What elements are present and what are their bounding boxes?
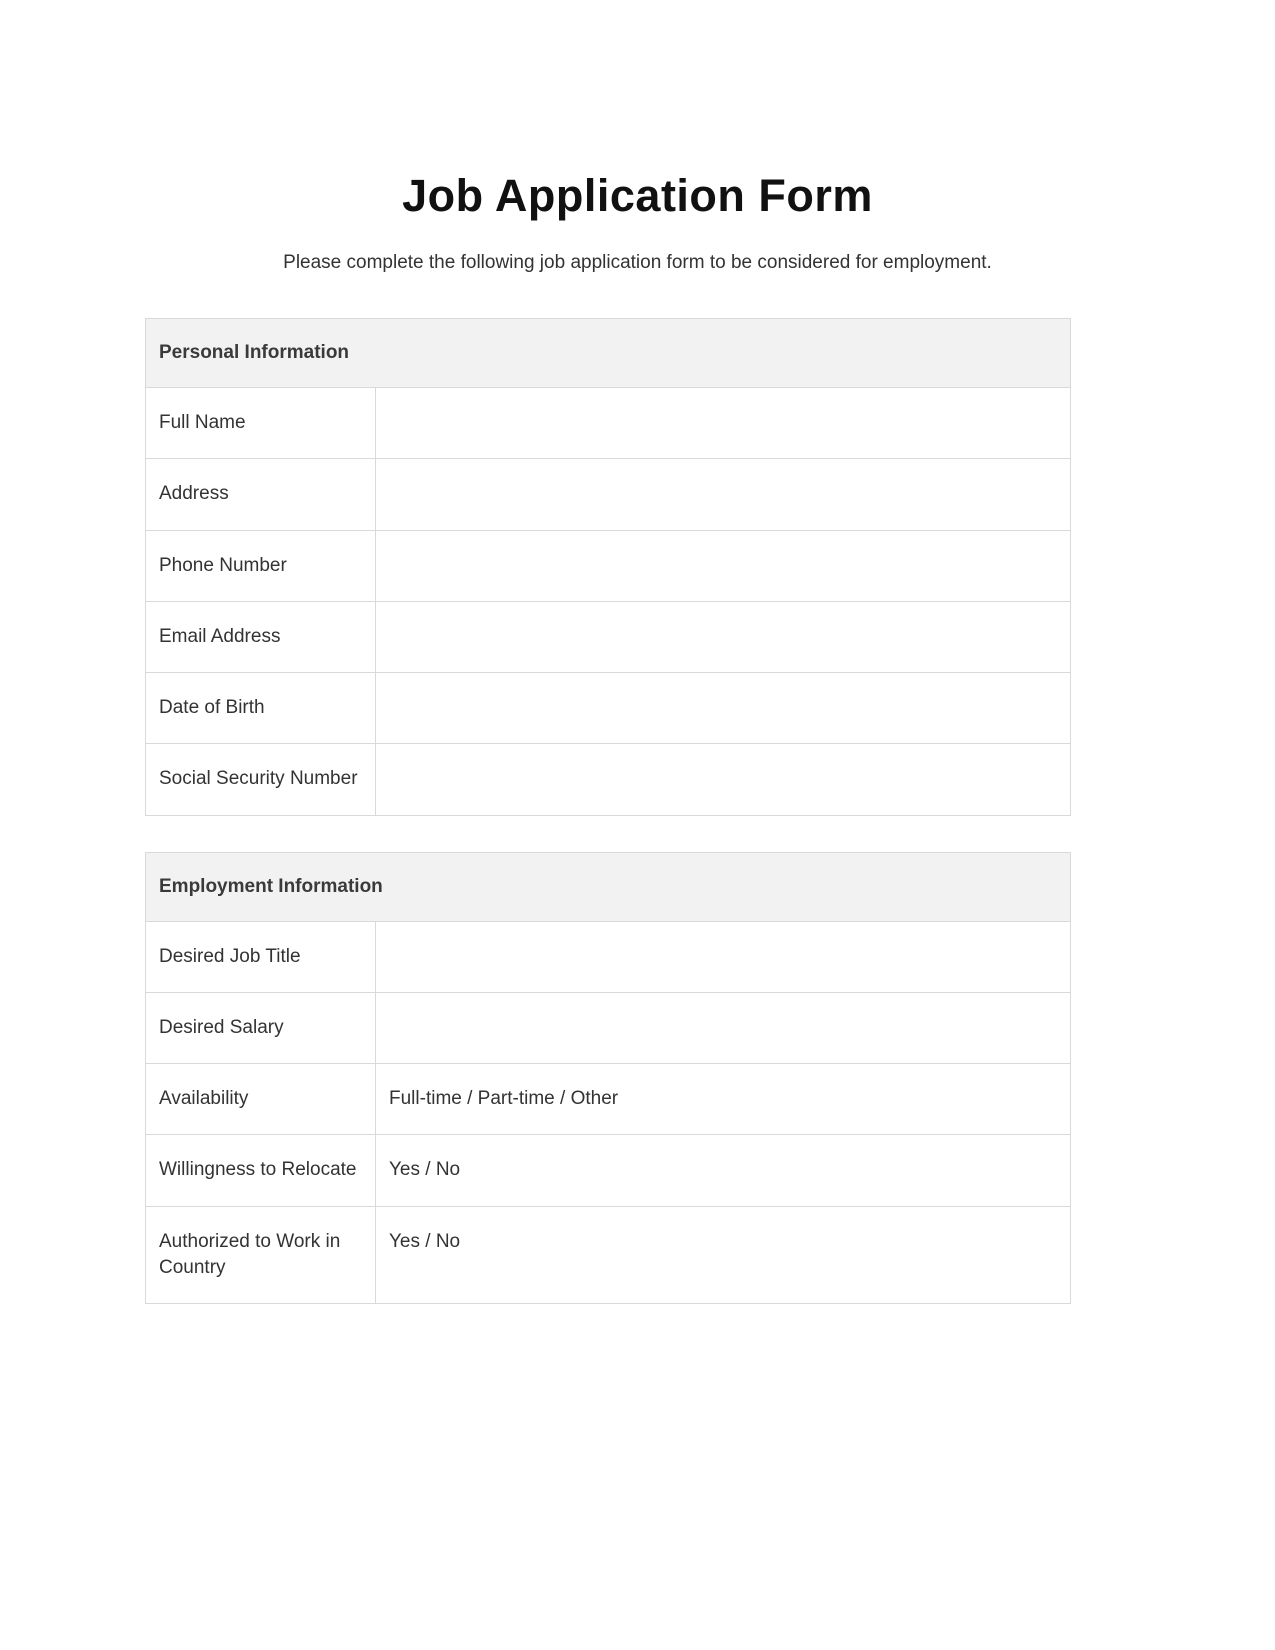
table-row-availability	[146, 1063, 1070, 1134]
field-label: Desired Job Title	[146, 922, 376, 992]
field-label: Availability	[146, 1064, 376, 1134]
field-label: Desired Salary	[146, 993, 376, 1063]
field-value-authorized-to-work[interactable]: Yes / No	[389, 1230, 461, 1252]
page-title: Job Application Form	[402, 170, 873, 221]
table-row-address	[146, 458, 1070, 529]
field-value-phone-number[interactable]	[376, 531, 1070, 601]
field-label: Address	[146, 459, 376, 529]
table-row-willingness-to-relocate	[146, 1134, 1070, 1205]
field-label: Date of Birth	[146, 673, 376, 743]
table-row-phone-number	[146, 530, 1070, 601]
section-title: Personal Information	[159, 342, 350, 363]
table-row-social-security-number	[146, 743, 1070, 814]
field-label: Authorized to Work in Country	[146, 1207, 376, 1303]
field-value-address[interactable]	[376, 459, 1070, 529]
field-value-social-security-number[interactable]	[376, 744, 1070, 814]
field-label: Willingness to Relocate	[146, 1135, 376, 1205]
field-value-full-name[interactable]	[376, 388, 1070, 458]
table-row-date-of-birth	[146, 672, 1070, 743]
section-title: Employment Information	[159, 875, 383, 897]
employment-information-section	[145, 852, 1071, 1305]
section-header	[146, 319, 1070, 387]
page-subtitle: Please complete the following job application form to be considered for employment.	[283, 252, 992, 273]
field-label: Phone Number	[146, 531, 376, 601]
field-label: Full Name	[146, 388, 376, 458]
field-value-desired-salary[interactable]	[376, 993, 1070, 1063]
field-value-desired-job-title[interactable]	[376, 922, 1070, 992]
field-value-email-address[interactable]	[376, 602, 1070, 672]
field-value-availability[interactable]: Full-time / Part-time / Other	[389, 1088, 619, 1110]
field-label: Email Address	[146, 602, 376, 672]
table-row-authorized-to-work	[146, 1206, 1070, 1303]
field-value-willingness-to-relocate[interactable]: Yes / No	[389, 1159, 461, 1181]
table-row-desired-salary	[146, 992, 1070, 1063]
section-header	[146, 853, 1070, 921]
table-row-full-name	[146, 387, 1070, 458]
field-value-date-of-birth[interactable]	[376, 673, 1070, 743]
table-row-email-address	[146, 601, 1070, 672]
table-row-desired-job-title	[146, 921, 1070, 992]
personal-information-section	[145, 318, 1071, 816]
field-label: Social Security Number	[146, 744, 376, 814]
